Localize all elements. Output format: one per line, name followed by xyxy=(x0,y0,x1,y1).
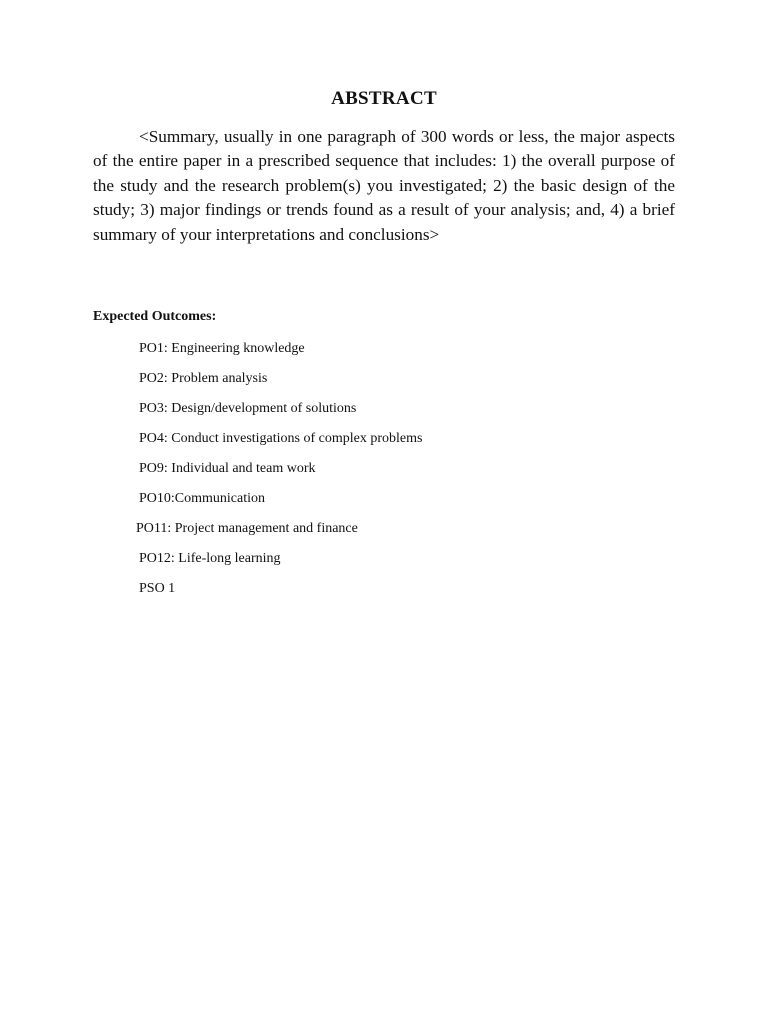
outcome-item: PO9: Individual and team work xyxy=(139,461,316,476)
outcome-item: PO11: Project management and finance xyxy=(136,521,358,536)
outcome-item: PO3: Design/development of solutions xyxy=(139,401,357,416)
outcome-item: PO10:Communication xyxy=(139,491,265,506)
outcome-item: PO2: Problem analysis xyxy=(139,371,268,386)
outcome-item: PO4: Conduct investigations of complex problems xyxy=(139,431,423,446)
abstract-paragraph: <Summary, usually in one paragraph of 300 words or less, the major aspects of the entire paper in a prescribed sequence that includes: 1) the overall purpose of the study and the research problem(s) you investigated; 2) the basic design of the study; 3) major findings or trends found as a result of your analysis; and, 4) a brief summary of your interpretations and conclusions> xyxy=(93,127,675,244)
outcome-item: PO1: Engineering knowledge xyxy=(139,341,305,356)
outcome-item: PO12: Life-long learning xyxy=(139,551,281,566)
outcome-item: PSO 1 xyxy=(139,581,176,596)
abstract-title: ABSTRACT xyxy=(331,88,437,109)
expected-outcomes-heading: Expected Outcomes: xyxy=(93,309,217,324)
